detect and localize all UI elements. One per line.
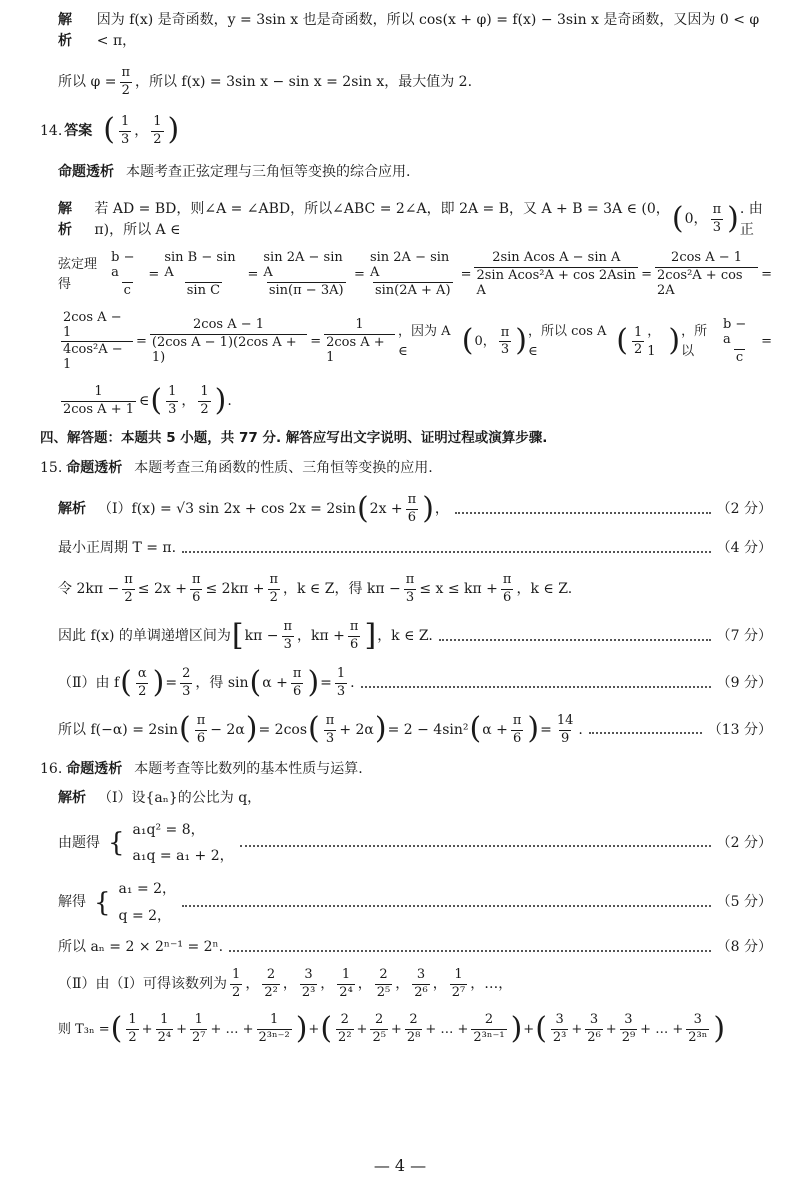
fraction: $\frac{3}{\text{2³ⁿ}}$ — [688, 1012, 708, 1045]
fraction: $\frac{\pi}{3}$ — [500, 324, 510, 358]
q15-line-1: 解析 （Ⅰ）f(x) = √3 sin 2x + cos 2x = 2sin ( 2x + $\frac{\pi}{6}$ ) ， （2 分） — [58, 490, 772, 526]
fraction: $\frac{b - a}{c}$ — [722, 317, 747, 365]
q16-line-6: 则 T₃ₙ = ( $\frac{1}{2}$ + $\frac{1}{\text{2⁴}}$ + $\frac{1}{\text{2⁷}}$ + … + $\frac{1}{\text{2³ⁿ⁻²}}$ ) + ( $\frac{2}{\text{2²}}$ + $\frac{2}{\text{2⁵}}$ + $\frac{2}{\text{2⁸}}$ + … + $\frac{2}{\text{2³ⁿ⁻¹}}$ ) + ( $\frac{3}{\text{2³}}$ + $\frac{3}{\text{2⁶}}$ + $\frac{3}{\text{2⁹}}$ + … + $\frac{3}{\text{2³ⁿ}}$ ) — [58, 1010, 726, 1046]
q16-intent — [40, 759, 772, 780]
fraction: $\frac{\text{sin 2A − sin A}}{\sin(\pi - 3A)}$ — [263, 249, 344, 298]
section-heading: 四、解答题：本题共 5 小题，共 77 分. 解答应写出文字说明、证明过程或演算步骤. — [40, 430, 548, 447]
series-group-2: $\frac{2}{\text{2²}}$ + $\frac{2}{\text{2⁵}}$ + $\frac{2}{\text{2⁸}}$ + … + $\frac{2}{\text{2³ⁿ⁻¹}}$ — [338, 1012, 505, 1045]
q16-line-3: 解得 { a₁ = 2， q = 2， （5 分） — [40, 876, 772, 929]
fraction: $\frac{2}{\text{2²}}$ — [264, 967, 278, 1001]
dotted-leader — [455, 512, 711, 514]
text: 弦定理得 — [58, 257, 98, 292]
score: （5 分） — [716, 894, 772, 911]
fraction: $\frac{1}{\text{2⁷}}$ — [451, 967, 466, 1001]
fraction: $\frac{\text{2sin Acos A − sin A}}{\text{2sin Acos²A + cos 2Asin A}}$ — [474, 251, 638, 299]
fraction: $\frac{\pi}{3}$ — [405, 572, 415, 606]
q15-line-2: 最小正周期 T = π. （4 分） — [40, 538, 772, 559]
q14-answer: 14. 答案 ( $\frac{1}{3}$ ， $\frac{1}{2}$ ) — [40, 112, 180, 148]
fraction: $\frac{\pi}{2}$ — [124, 572, 133, 606]
series-group-1: $\frac{1}{2}$ + $\frac{1}{\text{2⁴}}$ + $\frac{1}{\text{2⁷}}$ + … + $\frac{1}{\text{2³ⁿ⁻²}}$ — [128, 1012, 290, 1045]
sequence-list: $\frac{1}{2}$ ， $\frac{2}{\text{2²}}$ ， $\frac{3}{\text{2³}}$ ， $\frac{1}{\text{2⁴}}$ ， $\frac{2}{\text{2⁵}}$ ， $\frac{3}{\text{2⁶}}$ ， $\frac{1}{\text{2⁷}}$ — [232, 967, 466, 1001]
fraction: $\frac{1}{\text{2cos A + 1}}$ — [63, 384, 134, 418]
fraction: $\frac{\pi}{3}$ — [325, 712, 335, 746]
intent-label: 命题透析 — [66, 460, 123, 477]
q15-line-4: 因此 f(x) 的单调递增区间为 [ kπ − $\frac{\pi}{3}$ ，kπ + $\frac{\pi}{6}$ ] ，k ∈ Z. （7 分） — [58, 617, 772, 653]
q14-sol-line-1: 解析 若 AD = BD，则∠A = ∠ABD，所以∠ABC = 2∠A，即 2A = B，又 A + B = 3A ∈ (0，π)，所以 A ∈ ( 0， $\frac{\pi}{3}$ ) . 由正 — [40, 199, 772, 241]
fraction: $\frac{\pi}{6}$ — [349, 619, 359, 653]
fraction: $\frac{2}{\text{2⁵}}$ — [376, 967, 391, 1001]
series-group-3: $\frac{3}{\text{2³}}$ + $\frac{3}{\text{2⁶}}$ + $\frac{3}{\text{2⁹}}$ + … + $\frac{3}{\text{2³ⁿ}}$ — [552, 1012, 708, 1045]
solution-label: 解析 — [58, 501, 86, 518]
fraction: $\frac{\text{sin B − sin A}}{\text{sin C}}$ — [164, 249, 236, 298]
fraction: $\frac{\pi}{6}$ — [407, 492, 417, 526]
fraction: $\frac{\text{2cos A − 1}}{\text{2cos²A + cos 2A}}$ — [655, 251, 758, 299]
page-number: — 4 — — [373, 1156, 427, 1175]
fraction: $\frac{3}{\text{2³}}$ — [552, 1012, 567, 1045]
q16-line-1: 解析 （Ⅰ）设{aₙ}的公比为 q， — [40, 788, 772, 809]
fraction: $\frac{1}{3}$ — [336, 666, 346, 699]
q16-line-2: 由题得 { a₁q² = 8， a₁q = a₁ + 2， （2 分） — [40, 817, 772, 870]
question-number: 15. — [40, 460, 63, 477]
dotted-leader — [182, 905, 711, 907]
text: 所以 φ = — [58, 73, 117, 90]
equation-system: a₁ = 2， q = 2， — [118, 881, 177, 924]
text: 若 AD = BD，则∠A = ∠ABD，所以∠ABC = 2∠A，即 2A = B，又 A + B = 3A ∈ (0，π)，所以 A ∈ — [94, 200, 670, 238]
intent-label: 命题透析 — [58, 163, 114, 180]
fraction: $\frac{b - a}{c}$ — [111, 249, 135, 298]
q14-sol-line-4: $\frac{1}{\text{2cos A + 1}}$ ∈ ( $\frac{1}{3}$ ， $\frac{1}{2}$ ) . — [63, 382, 232, 418]
fraction: $\frac{2}{\text{2⁸}}$ — [406, 1012, 421, 1045]
fraction: $\frac{1}{\text{2cos A + 1}}$ — [324, 318, 395, 366]
fraction: $\frac{1}{\text{2³ⁿ⁻²}}$ — [258, 1012, 290, 1045]
fraction: $\frac{\pi}{6}$ — [191, 572, 201, 606]
fraction: $\frac{1}{2}$ — [153, 113, 162, 147]
fraction: $\frac{1}{2}$ — [232, 967, 241, 1001]
solution-label: 解析 — [58, 789, 86, 806]
text: 因为 f(x) 是奇函数，y = 3sin x 也是奇函数，所以 cos(x + φ) = f(x) − 3sin x 是奇函数，又因为 0 < φ < π， — [96, 12, 760, 49]
fraction: $\frac{\pi}{6}$ — [196, 712, 206, 746]
fraction: $\frac{\pi}{3}$ — [283, 619, 293, 653]
q14-sol-line-2: 弦定理得 $\frac{b - a}{c}$ = $\frac{\text{sin B − sin A}}{\text{sin C}}$ = $\frac{\text{sin 2A − sin A}}{\sin(\pi - 3A)}$ = $\frac{\text{sin 2A − sin A}}{\sin(2A + A)}$ = $\frac{\text{2sin Acos A − sin A}}{\text{2sin Acos²A + cos 2Asin A}}$ = $\frac{\text{2cos A − 1}}{\text{2cos²A + cos 2A}}$ = — [58, 249, 772, 298]
q15-line-3: 令 2kπ − $\frac{\pi}{2}$ ≤ 2x + $\frac{\pi}{6}$ ≤ 2kπ + $\frac{\pi}{2}$ ，k ∈ Z，得 kπ − $\frac{\pi}{3}$ ≤ x ≤ kπ + $\frac{\pi}{6}$ ，k ∈ Z. — [58, 572, 573, 606]
fraction: $\frac{2}{\text{2²}}$ — [338, 1012, 352, 1045]
score: （4 分） — [716, 540, 772, 557]
prev-line-1 — [40, 10, 772, 52]
q16-line-5: （Ⅱ）由（Ⅰ）可得该数列为 $\frac{1}{2}$ ， $\frac{2}{\text{2²}}$ ， $\frac{3}{\text{2³}}$ ， $\frac{1}{\text{2⁴}}$ ， $\frac{2}{\text{2⁵}}$ ， $\frac{3}{\text{2⁶}}$ ， $\frac{1}{\text{2⁷}}$ ，…， — [58, 967, 513, 1001]
dotted-leader — [229, 950, 711, 952]
text: ，所以 f(x) = 3sin x − sin x = 2sin x，最大值为 2. — [134, 73, 473, 90]
q15-intent — [40, 458, 772, 479]
section-label: 解析 — [58, 12, 72, 49]
fraction: $\frac{\pi}{2}$ — [269, 572, 278, 606]
text: 本题考查正弦定理与三角恒等变换的综合应用. — [126, 163, 411, 180]
question-number: 14. — [40, 122, 63, 139]
question-number: 16. — [40, 760, 63, 777]
fraction: $\frac{1}{3}$ — [168, 384, 177, 418]
fraction: $\frac{1}{\text{2⁷}}$ — [191, 1012, 206, 1045]
q16-line-4: 所以 aₙ = 2 × 2ⁿ⁻¹ = 2ⁿ. （8 分） — [40, 937, 772, 958]
fraction: $\frac{\pi}{6}$ — [292, 666, 302, 699]
prev-line-2 — [40, 66, 772, 99]
fraction: $\frac{3}{\text{2⁹}}$ — [621, 1012, 636, 1045]
fraction: $\frac{\alpha}{2}$ — [137, 666, 147, 699]
fraction: $\frac{\pi}{3}$ — [712, 202, 722, 236]
fraction: $\frac{3}{\text{2⁶}}$ — [414, 967, 428, 1001]
fraction: $\frac{2}{\text{2³ⁿ⁻¹}}$ — [473, 1012, 505, 1045]
answer-label: 答案 — [64, 122, 93, 139]
fraction: $\frac{1}{2}$ — [633, 324, 643, 358]
q15-line-6: 所以 f(−α) = 2sin ( $\frac{\pi}{6}$ − 2α ) = 2cos ( $\frac{\pi}{3}$ + 2α ) = 2 − 4sin² ( α + $\frac{\pi}{6}$ ) = $\frac{14}{9}$ . （13 分） — [58, 711, 772, 747]
score: （8 分） — [716, 939, 772, 956]
fraction: $\frac{1}{2}$ — [200, 384, 209, 418]
fraction: $\frac{\text{2cos A − 1}}{\text{4cos²A − 1}}$ — [61, 311, 133, 374]
fraction: $\frac{\text{sin 2A − sin A}}{\sin(2A + A)}$ — [369, 249, 451, 298]
text: 本题考查三角函数的性质、三角恒等变换的应用. — [134, 460, 433, 477]
fraction: $\frac{2}{\text{2⁵}}$ — [372, 1012, 386, 1045]
fraction: $\frac{\text{2cos A − 1}}{\text{(2cos A − 1)(2cos A + 1)}}$ — [150, 318, 307, 366]
score: （13 分） — [707, 721, 772, 738]
solution-label: 解析 — [58, 200, 72, 238]
score: （9 分） — [716, 675, 772, 691]
equation-system: a₁q² = 8， a₁q = a₁ + 2， — [132, 821, 234, 865]
fraction: $\frac{1}{3}$ — [120, 113, 130, 147]
q14-sol-line-3: $\frac{\text{2cos A − 1}}{\text{4cos²A − 1}}$ = $\frac{\text{2cos A − 1}}{\text{(2cos A − 1)(2cos A + 1)}}$ = $\frac{1}{\text{2cos A + 1}}$ ，因为 A ∈ ( 0， $\frac{\pi}{3}$ ) ，所以 cos A ∈ ( $\frac{1}{2}$ ，1 ) ，所以 $\frac{b - a}{c}$ = — [63, 309, 772, 373]
fraction: $\frac{1}{\text{2⁴}}$ — [157, 1012, 172, 1045]
fraction: $\frac{\pi}{6}$ — [512, 712, 522, 746]
fraction: $\frac{14}{9}$ — [556, 712, 574, 746]
q15-line-5: （Ⅱ）由 f ( $\frac{\alpha}{2}$ ) = $\frac{2}{3}$ ，得 sin ( α + $\frac{\pi}{6}$ ) = $\frac{1}{3}$ . （9 分） — [58, 664, 772, 700]
dotted-leader — [439, 639, 711, 641]
dotted-leader — [182, 551, 711, 553]
intent-label: 命题透析 — [66, 760, 123, 777]
dotted-leader — [240, 845, 711, 847]
score: （2 分） — [716, 501, 772, 518]
fraction: $\frac{3}{\text{2⁶}}$ — [587, 1012, 601, 1045]
dotted-leader — [361, 686, 711, 688]
fraction: $\frac{\pi}{2}$ — [121, 65, 130, 98]
fraction: $\frac{1}{\text{2⁴}}$ — [339, 967, 353, 1001]
text: 本题考查等比数列的基本性质与运算. — [134, 760, 363, 777]
fraction: $\frac{\pi}{6}$ — [502, 572, 512, 606]
fraction: $\frac{1}{2}$ — [128, 1012, 137, 1045]
fraction: $\frac{3}{\text{2³}}$ — [301, 967, 316, 1001]
score: （7 分） — [716, 628, 772, 645]
score: （2 分） — [716, 834, 772, 851]
fraction: $\frac{2}{3}$ — [182, 666, 191, 699]
q14-intent — [40, 162, 772, 183]
dotted-leader — [589, 732, 702, 734]
